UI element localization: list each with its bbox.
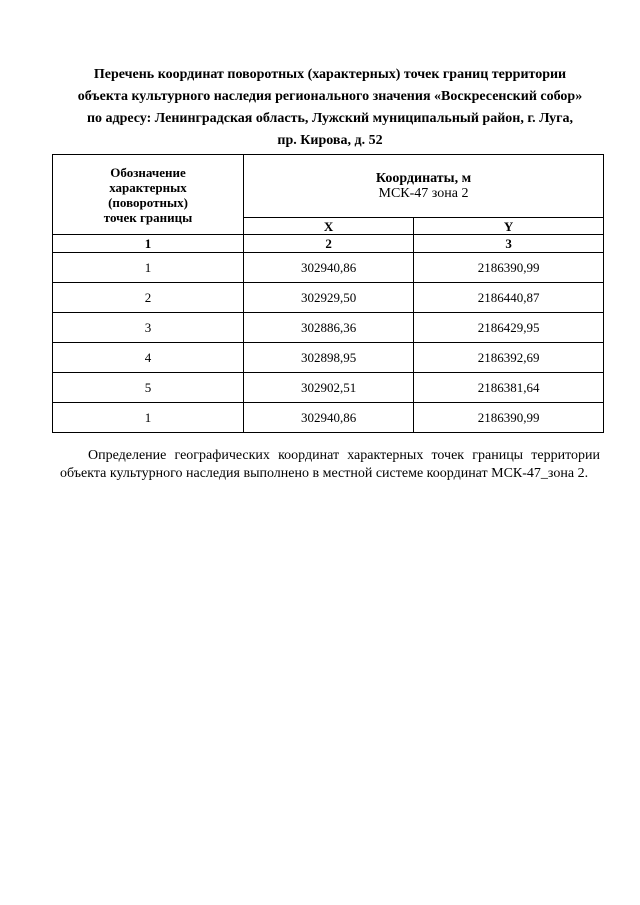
y-value: 2186390,99 (414, 253, 604, 283)
table-row (53, 313, 604, 343)
title-line: пр. Кирова, д. 52 (277, 133, 383, 148)
header-line: Обозначение (110, 164, 186, 180)
point-id: 1 (53, 253, 244, 283)
header-coordinates (244, 155, 604, 218)
header-coordinates-title: Координаты, м (375, 171, 472, 186)
y-value: 2186440,87 (414, 283, 604, 313)
header-line: характерных (109, 179, 187, 195)
y-value: 2186390,99 (414, 403, 604, 433)
point-id: 1 (53, 403, 244, 433)
table-row (53, 283, 604, 313)
header-y: Y (414, 218, 604, 235)
x-value: 302929,50 (244, 283, 414, 313)
point-id: 5 (53, 373, 244, 403)
x-value: 302898,95 (244, 343, 414, 373)
column-number: 2 (244, 235, 414, 253)
x-value: 302940,86 (244, 253, 414, 283)
table-row (53, 253, 604, 283)
column-number: 1 (53, 235, 244, 253)
y-value: 2186429,95 (414, 313, 604, 343)
y-value: 2186392,69 (414, 343, 604, 373)
y-value: 2186381,64 (414, 373, 604, 403)
x-value: 302902,51 (244, 373, 414, 403)
x-value: 302940,86 (244, 403, 414, 433)
header-x: X (244, 218, 414, 235)
title-line: Перечень координат поворотных (характерных) точек границ территории (93, 67, 567, 82)
header-line: (поворотных) (108, 194, 188, 210)
header-line: точек границы (103, 209, 193, 225)
note-paragraph: Определение географических координат характерных точек границы территории объекта культурного наследия выполнено в местной системе координат МСК-47_зона 2. (60, 448, 600, 481)
header-coordinate-system: МСК-47 зона 2 (378, 186, 469, 201)
x-value: 302886,36 (244, 313, 414, 343)
title-line: по адресу: Ленинградская область, Лужский муниципальный район, г. Луга, (86, 111, 574, 126)
column-number: 3 (414, 235, 604, 253)
title-line: объекта культурного наследия регионального значения «Воскресенский собор» (77, 89, 583, 104)
point-id: 2 (53, 283, 244, 313)
table-row (53, 343, 604, 373)
point-id: 3 (53, 313, 244, 343)
document-title (60, 64, 600, 152)
point-id: 4 (53, 343, 244, 373)
header-point-designation (53, 155, 244, 235)
table-row (53, 373, 604, 403)
coordinates-table (52, 154, 604, 433)
table-row (53, 403, 604, 433)
